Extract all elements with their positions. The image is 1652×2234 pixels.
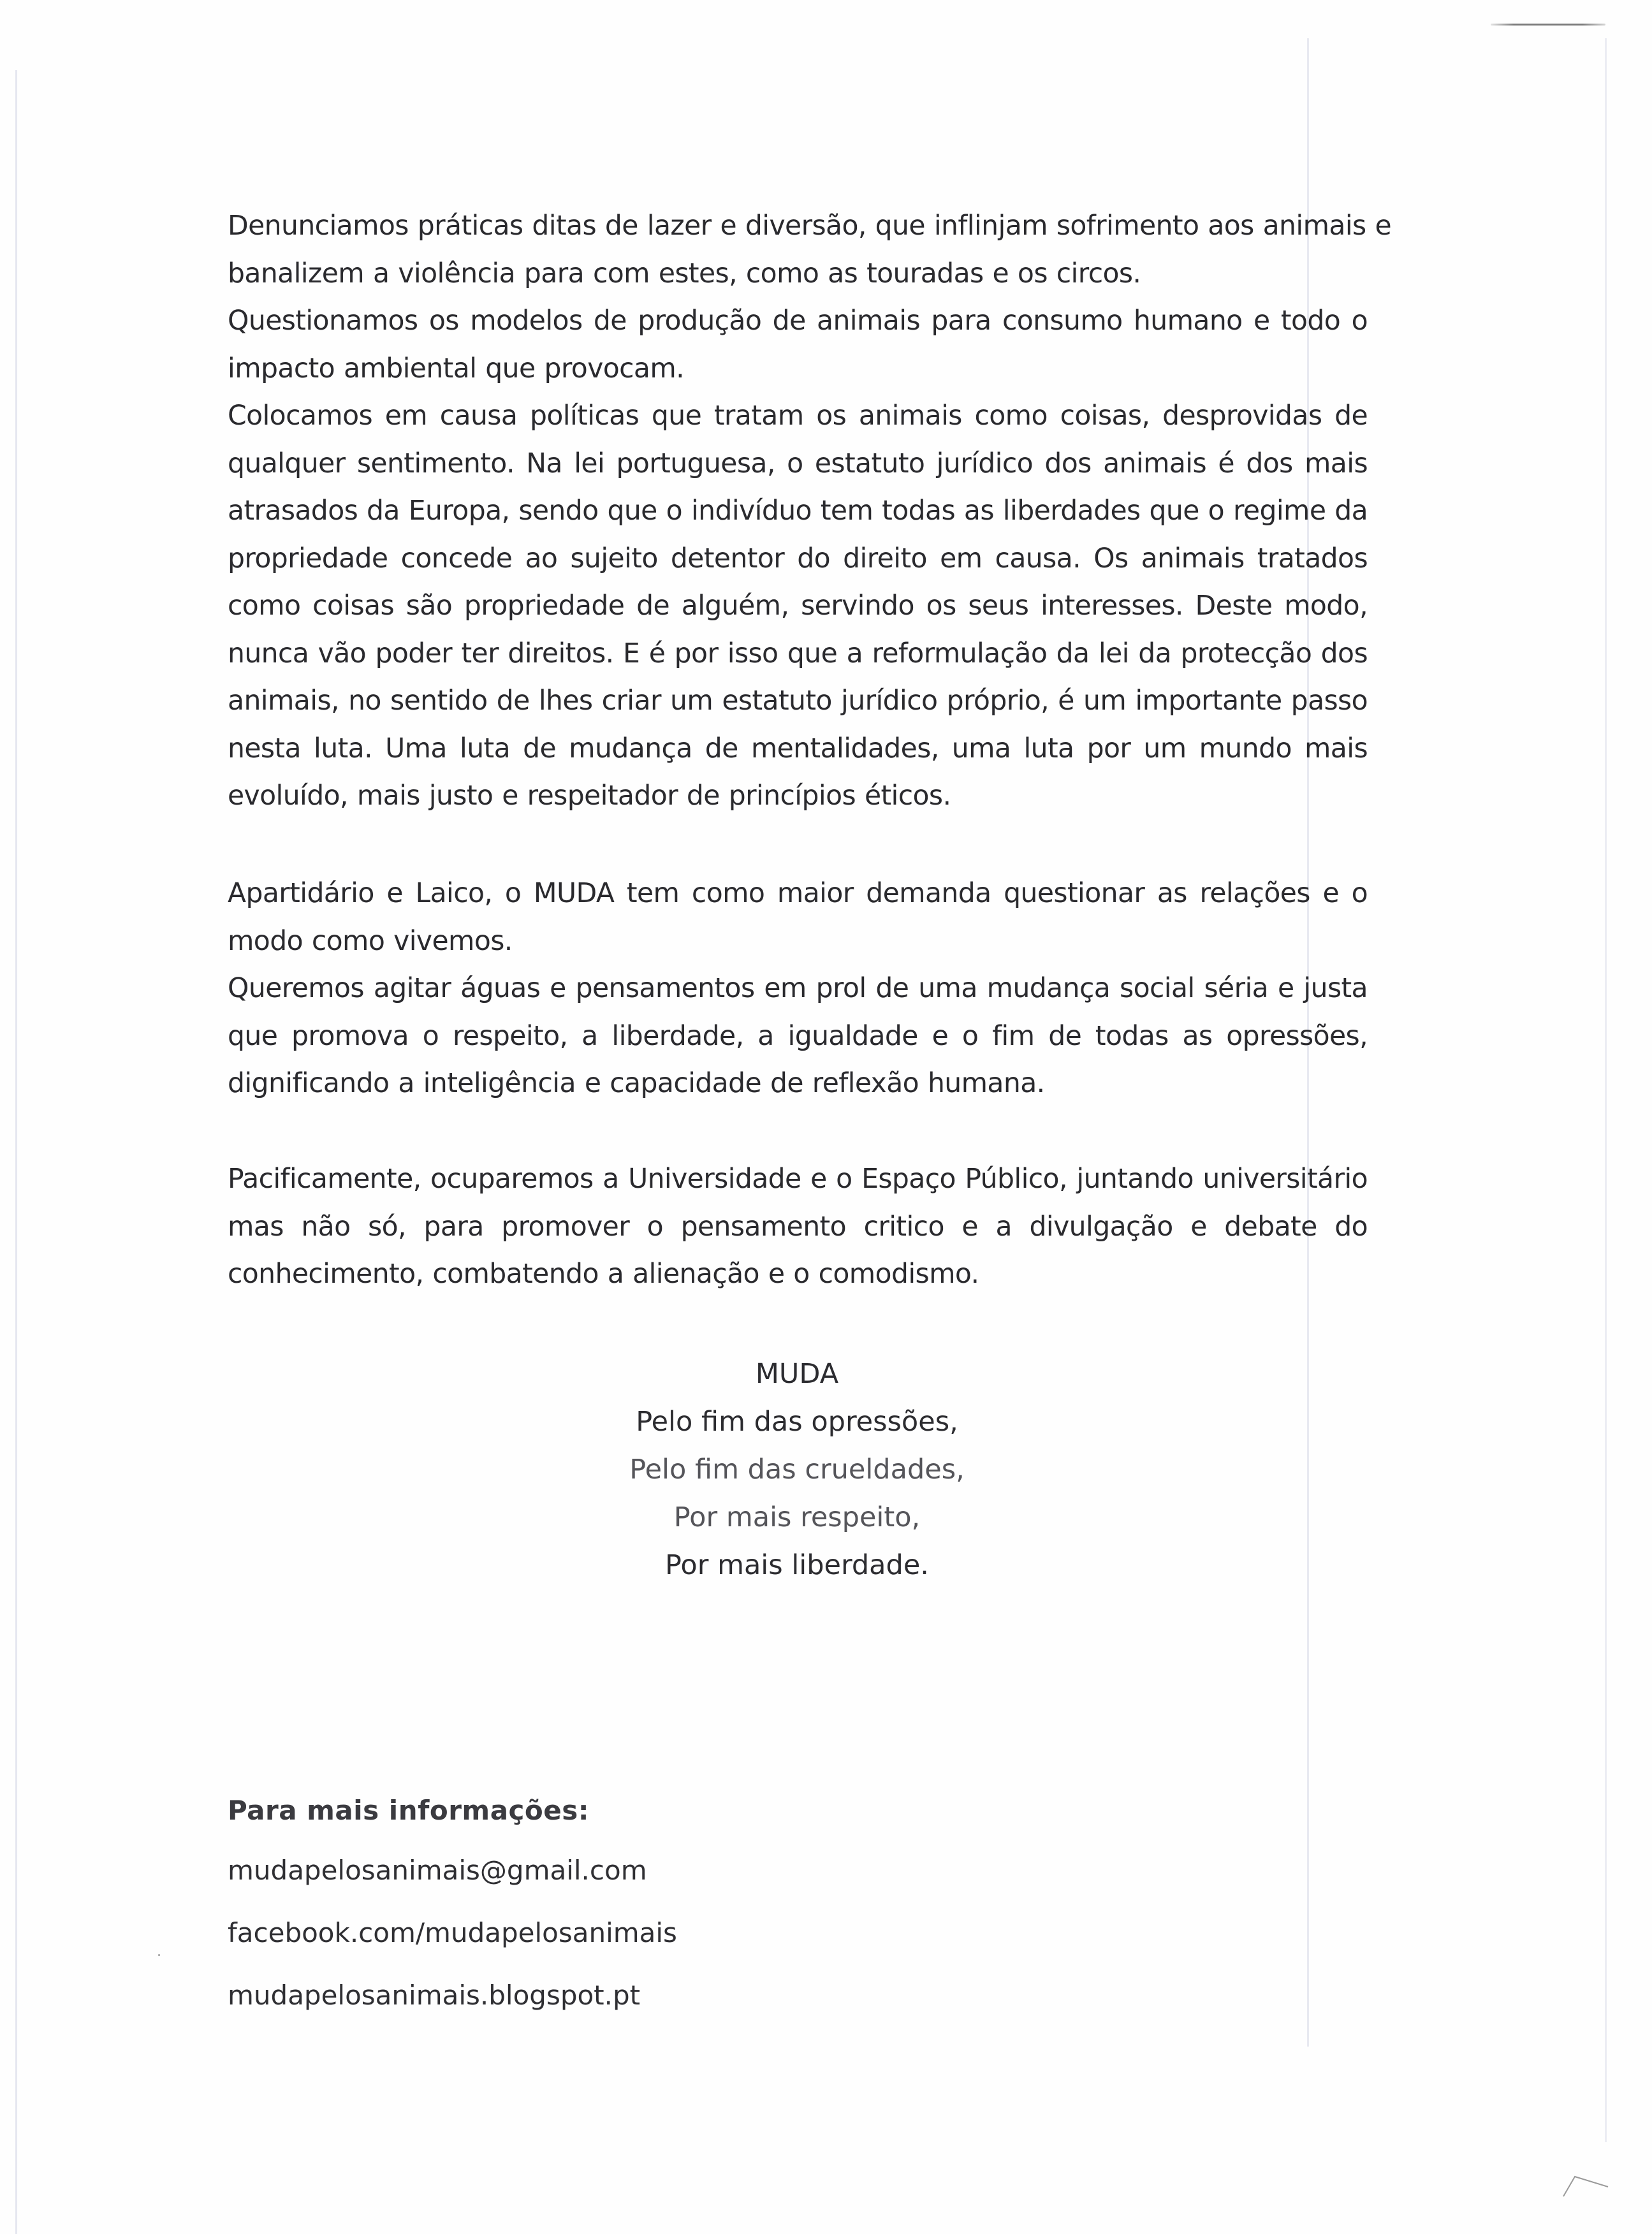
text-line: Colocamos em causa políticas que tratam os animais como coisas, desprovidas de: [228, 400, 1368, 432]
scan-artifact-corner-mark: [1562, 2168, 1626, 2206]
text-line: conhecimento, combatendo a alienação e o comodismo.: [228, 1259, 979, 1290]
text-line: modo como vivemos.: [228, 925, 513, 957]
contact-blog: mudapelosanimais.blogspot.pt: [228, 1980, 641, 2011]
paragraph-occupation: [228, 1156, 1368, 1299]
slogan-block: [574, 1350, 1020, 1589]
text-line: como coisas são propriedade de alguém, servindo os seus interesses. Deste modo,: [228, 590, 1368, 622]
slogan-line: Pelo fim das opressões,: [636, 1406, 958, 1438]
slogan-line: Por mais liberdade.: [665, 1549, 929, 1581]
text-line: nunca vão poder ter direitos. E é por isso que a reformulação da lei da protecção dos: [228, 638, 1368, 669]
text-line: evoluído, mais justo e respeitador de princípios éticos.: [228, 780, 951, 812]
text-line: impacto ambiental que provocam.: [228, 353, 685, 384]
text-line: Queremos agitar águas e pensamentos em prol de uma mudança social séria e justa: [228, 973, 1368, 1004]
text-line: Denunciamos práticas ditas de lazer e diversão, que inflinjam sofrimento aos animais e: [228, 210, 1392, 242]
scan-artifact-edge-left: [15, 70, 17, 2234]
contact-email: mudapelosanimais@gmail.com: [228, 1855, 647, 1886]
text-line: banalizem a violência para com estes, como as touradas e os circos.: [228, 258, 1141, 289]
contact-facebook: facebook.com/mudapelosanimais: [228, 1917, 677, 1948]
scan-artifact-line: [1491, 24, 1605, 26]
text-line: que promova o respeito, a liberdade, a igualdade e o fim de todas as opressões,: [228, 1020, 1368, 1052]
paragraph-mission: [228, 870, 1368, 1108]
paragraph-denunciation: [228, 203, 1392, 821]
text-line: dignificando a inteligência e capacidade de reflexão humana.: [228, 1068, 1045, 1099]
scan-artifact-edge-right: [1605, 38, 1607, 2142]
scan-artifact-dot: [158, 1954, 160, 1956]
text-line: Questionamos os modelos de produção de animais para consumo humano e todo o: [228, 305, 1368, 337]
text-line: Pacificamente, ocuparemos a Universidade e o Espaço Público, juntando universitário: [228, 1164, 1368, 1195]
slogan-line: Por mais respeito,: [673, 1501, 921, 1533]
text-line: qualquer sentimento. Na lei portuguesa, o estatuto jurídico dos animais é dos mais: [228, 448, 1368, 479]
text-line: mas não só, para promover o pensamento critico e a divulgação e debate do: [228, 1211, 1368, 1243]
text-line: Apartidário e Laico, o MUDA tem como maior demanda questionar as relações e o: [228, 878, 1368, 909]
text-line: propriedade concede ao sujeito detentor do direito em causa. Os animais tratados: [228, 543, 1368, 574]
text-line: nesta luta. Uma luta de mudança de mentalidades, uma luta por um mundo mais: [228, 733, 1368, 764]
contacts-heading: Para mais informações:: [228, 1795, 590, 1826]
text-line: atrasados da Europa, sendo que o indivíduo tem todas as liberdades que o regime da: [228, 495, 1368, 527]
slogan-line: Pelo fim das crueldades,: [629, 1454, 965, 1486]
contacts-section: [228, 1792, 677, 2015]
slogan-title: MUDA: [755, 1358, 839, 1390]
text-line: animais, no sentido de lhes criar um estatuto jurídico próprio, é um importante passo: [228, 685, 1368, 717]
